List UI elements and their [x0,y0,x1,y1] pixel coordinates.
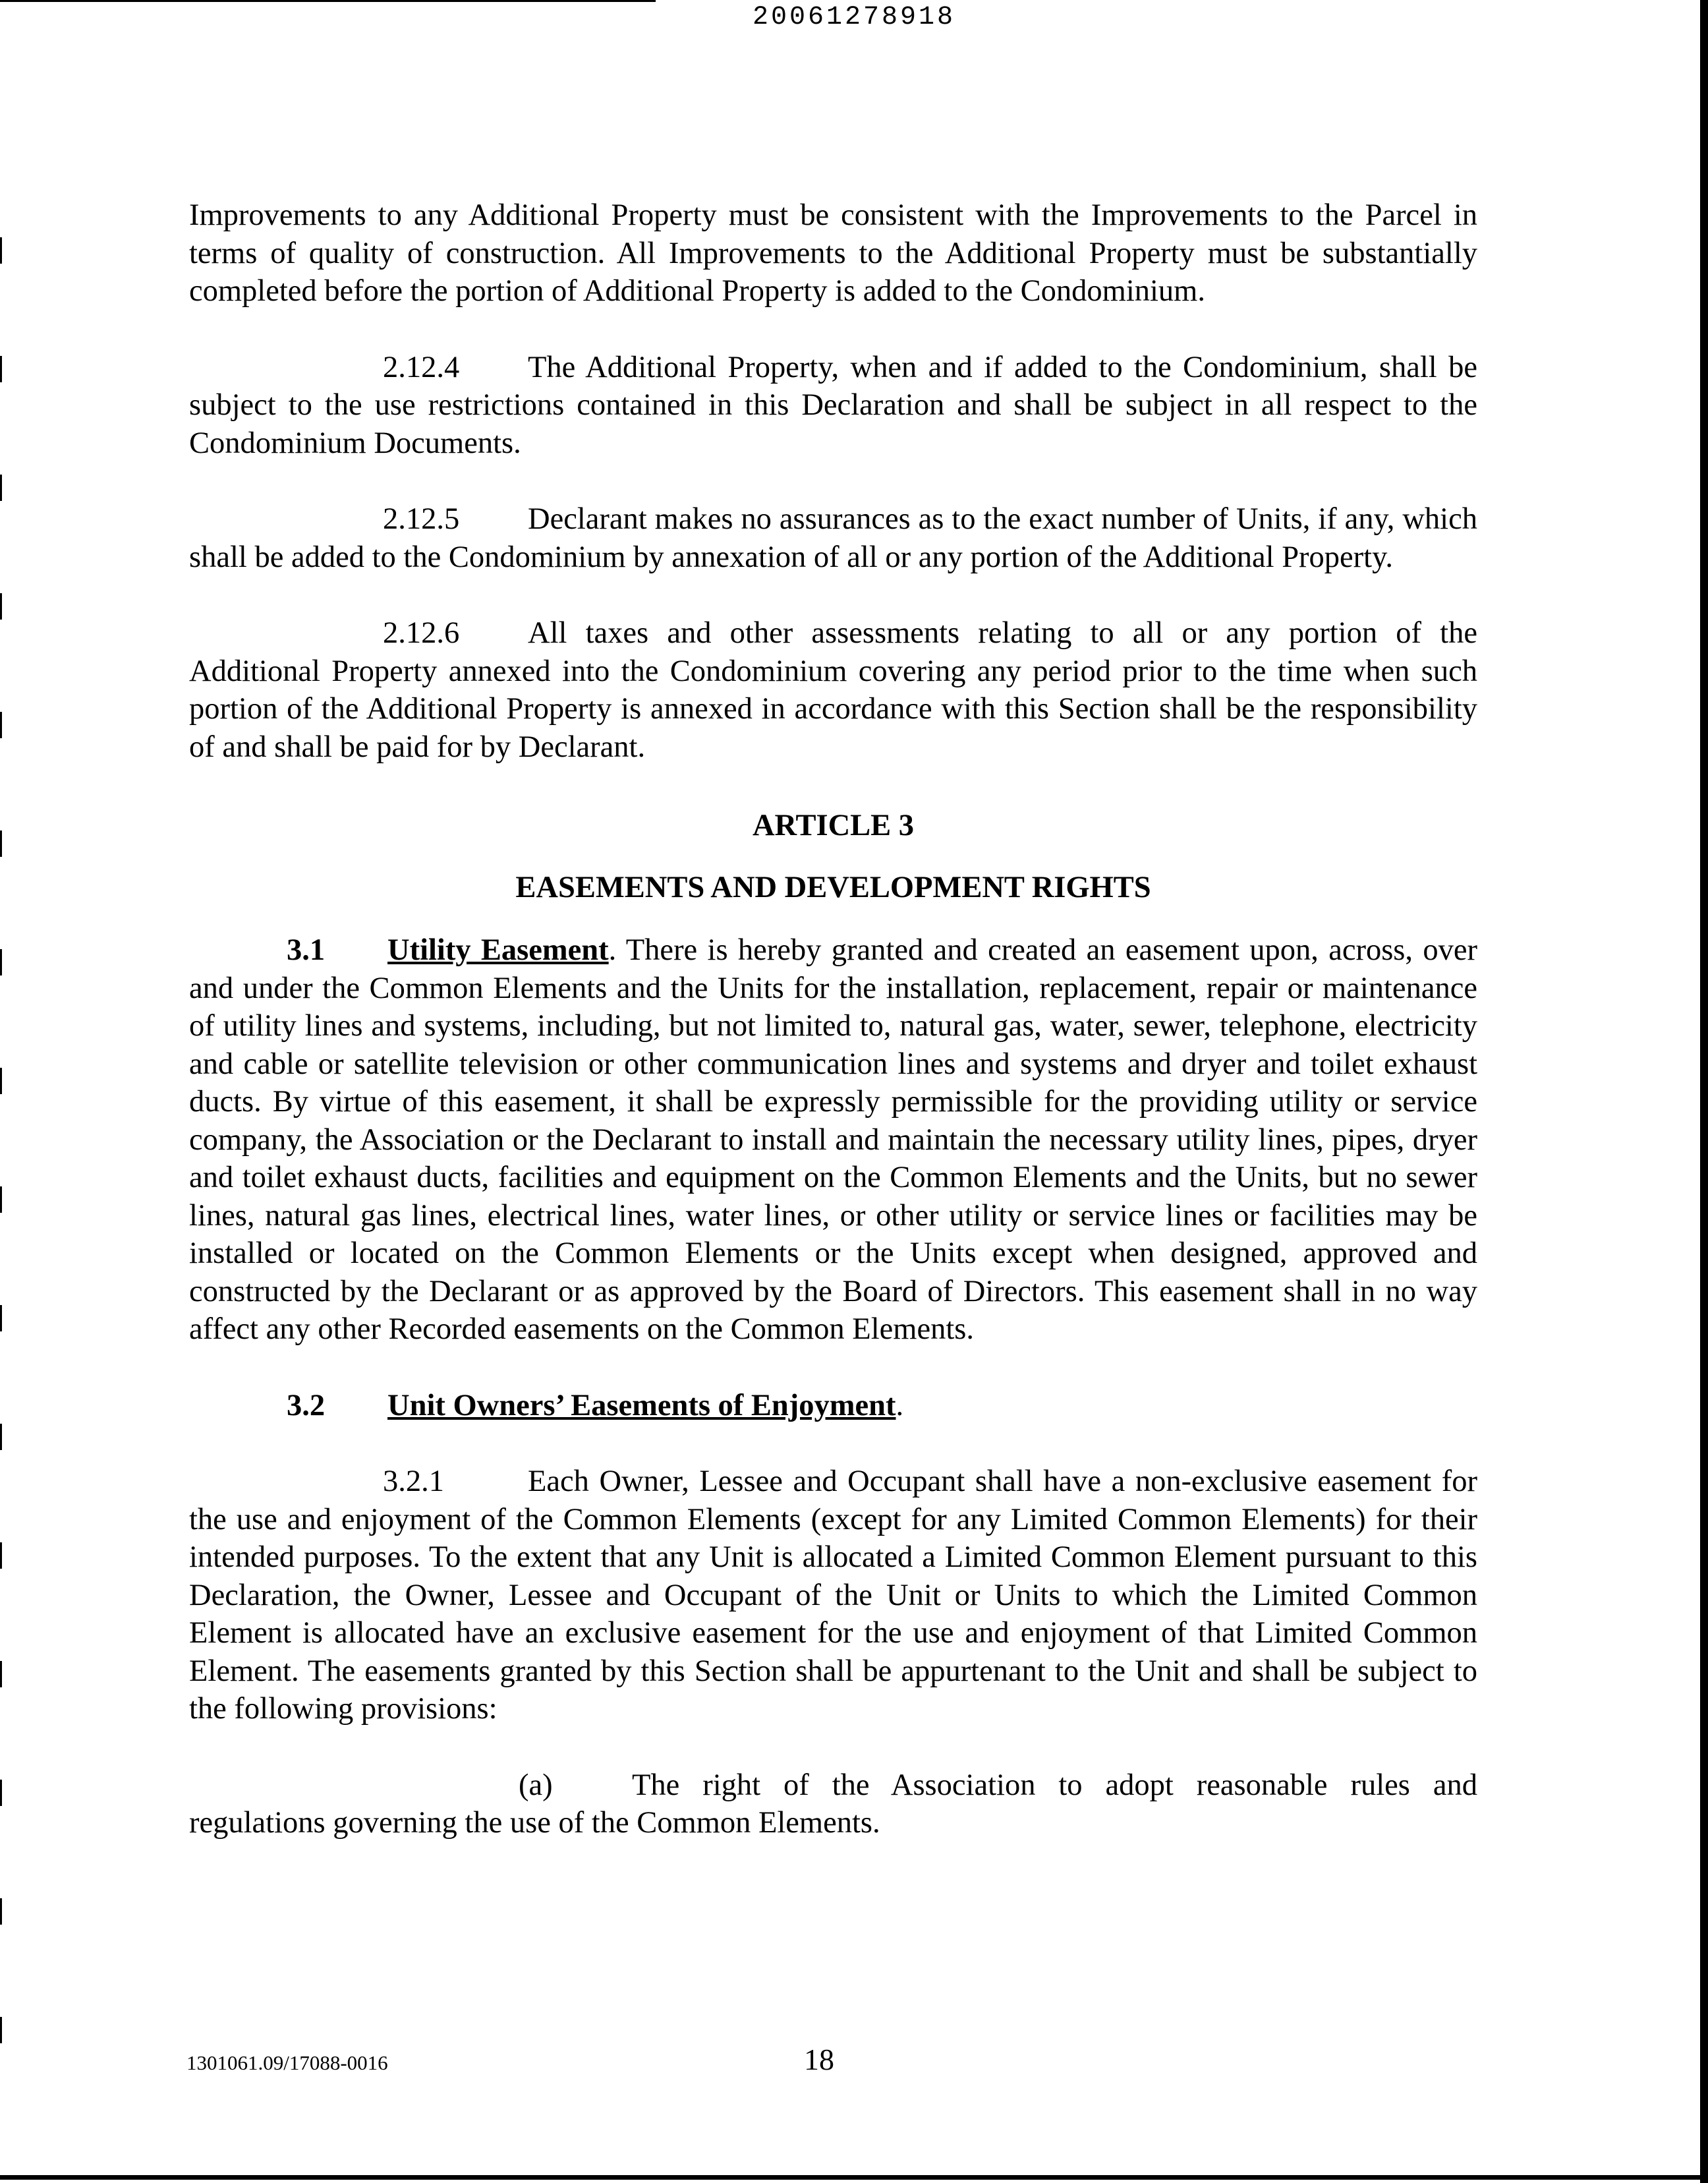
margin-tick [0,949,2,975]
margin-tick [0,2017,2,2043]
margin-tick [0,1424,2,1450]
margin-tick [0,1068,2,1094]
section-text: The Additional Property, when and if added to the Condominium, shall be subject to the use restrictions contained in this Declaration and shall be subject in all respect to the Condominium Documents. [189,350,1477,460]
margin-tick [0,1305,2,1331]
section-2-12-5 [189,500,1477,576]
article-title: EASEMENTS AND DEVELOPMENT RIGHTS [515,870,1151,904]
margin-tick [0,712,2,738]
paragraph-continuation: Improvements to any Additional Property must be consistent with the Improvements to the Parcel in terms of quality of construction. All Improvements to the Additional Property must be substantially completed before the portion of Additional Property is added to the Condominium. [189,198,1477,308]
margin-tick [0,830,2,857]
section-text: . There is hereby granted and created an easement upon, across, over and under the Common Elements and the Units for the installation, replacement, repair or maintenance of utility lines and systems, including, but not limited to, natural gas, water, sewer, telephone, electricity and cable or satellite television or other communication lines and systems and dryer and toilet exhaust ducts. By virtue of this easement, it shall be expressly permissible for the providing utility or service company, the Association or the Declarant to install and maintain the necessary utility lines, pipes, dryer and toilet exhaust ducts, facilities and equipment on the Common Elements and the Units, but no sewer lines, natural gas lines, electrical lines, water lines, or other utility or service lines or facilities may be installed or located on the Common Elements or the Units except when designed, approved and constructed by the Declarant or as approved by the Board of Directors. This easement shall in no way affect any other Recorded easements on the Common Elements. [189,933,1478,1346]
section-title: Utility Easement [387,933,609,967]
section-number: 3.2.1 [383,1465,444,1498]
margin-tick [0,593,2,620]
margin-tick [0,356,2,382]
bottom-rule [0,2175,1708,2180]
footer-document-id: 1301061.09/17088-0016 [186,2051,388,2074]
margin-tick [0,1780,2,1806]
margin-tick [0,1542,2,1569]
margin-tick [0,1661,2,1687]
section-title-period: . [896,1388,904,1422]
margin-tick [0,475,2,501]
subsection-a [189,1766,1477,1842]
section-3-2 [189,1387,1477,1425]
section-2-12-4 [189,349,1477,463]
top-rule [0,0,656,2]
margin-tick [0,1898,2,1925]
section-number: 2.12.6 [383,616,460,650]
section-text: All taxes and other assessments relating to all or any portion of the Additional Property annexed into the Condominium covering any period prior to the time when such portion of the Additional Property is annexed in accordance with this Section shall be the responsibility of and shall be paid for by Declarant. [189,616,1477,764]
section-text: Each Owner, Lessee and Occupant shall have a non-exclusive easement for the use and enjoyment of the Common Elements (except for any Limited Common Elements) for their intended purposes. To the extent that any Unit is allocated a Limited Common Element pursuant to this Declaration, the Owner, Lessee and Occupant of the Unit or Units to which the Limited Common Element is allocated have an exclusive easement for the use and enjoyment of that Limited Common Element. The easements granted by this Section shall be appurtenant to the Unit and shall be subject to the following provisions: [189,1465,1477,1726]
margin-tick [0,1186,2,1213]
section-3-2-1 [189,1463,1477,1728]
subsection-label: (a) [519,1768,553,1802]
page-number: 18 [804,2043,834,2076]
document-body [189,196,1477,1880]
section-title: Unit Owners’ Easements of Enjoyment [387,1388,896,1422]
section-number: 2.12.4 [383,350,460,384]
section-number: 3.1 [287,933,326,967]
section-2-12-6 [189,614,1477,766]
section-text: Declarant makes no assurances as to the exact number of Units, if any, which shall be added to the Condominium by annexation of all or any portion of the Additional Property. [189,502,1477,574]
recording-number: 20061278918 [752,3,956,32]
margin-tick [0,237,2,264]
section-3-1 [189,931,1477,1349]
section-number: 3.2 [287,1388,326,1422]
section-number: 2.12.5 [383,502,460,536]
subsection-text: The right of the Association to adopt reasonable rules and regulations governing the use of the Common Elements. [189,1768,1477,1840]
article-label: ARTICLE 3 [752,809,915,842]
right-scan-edge [1700,0,1708,2183]
